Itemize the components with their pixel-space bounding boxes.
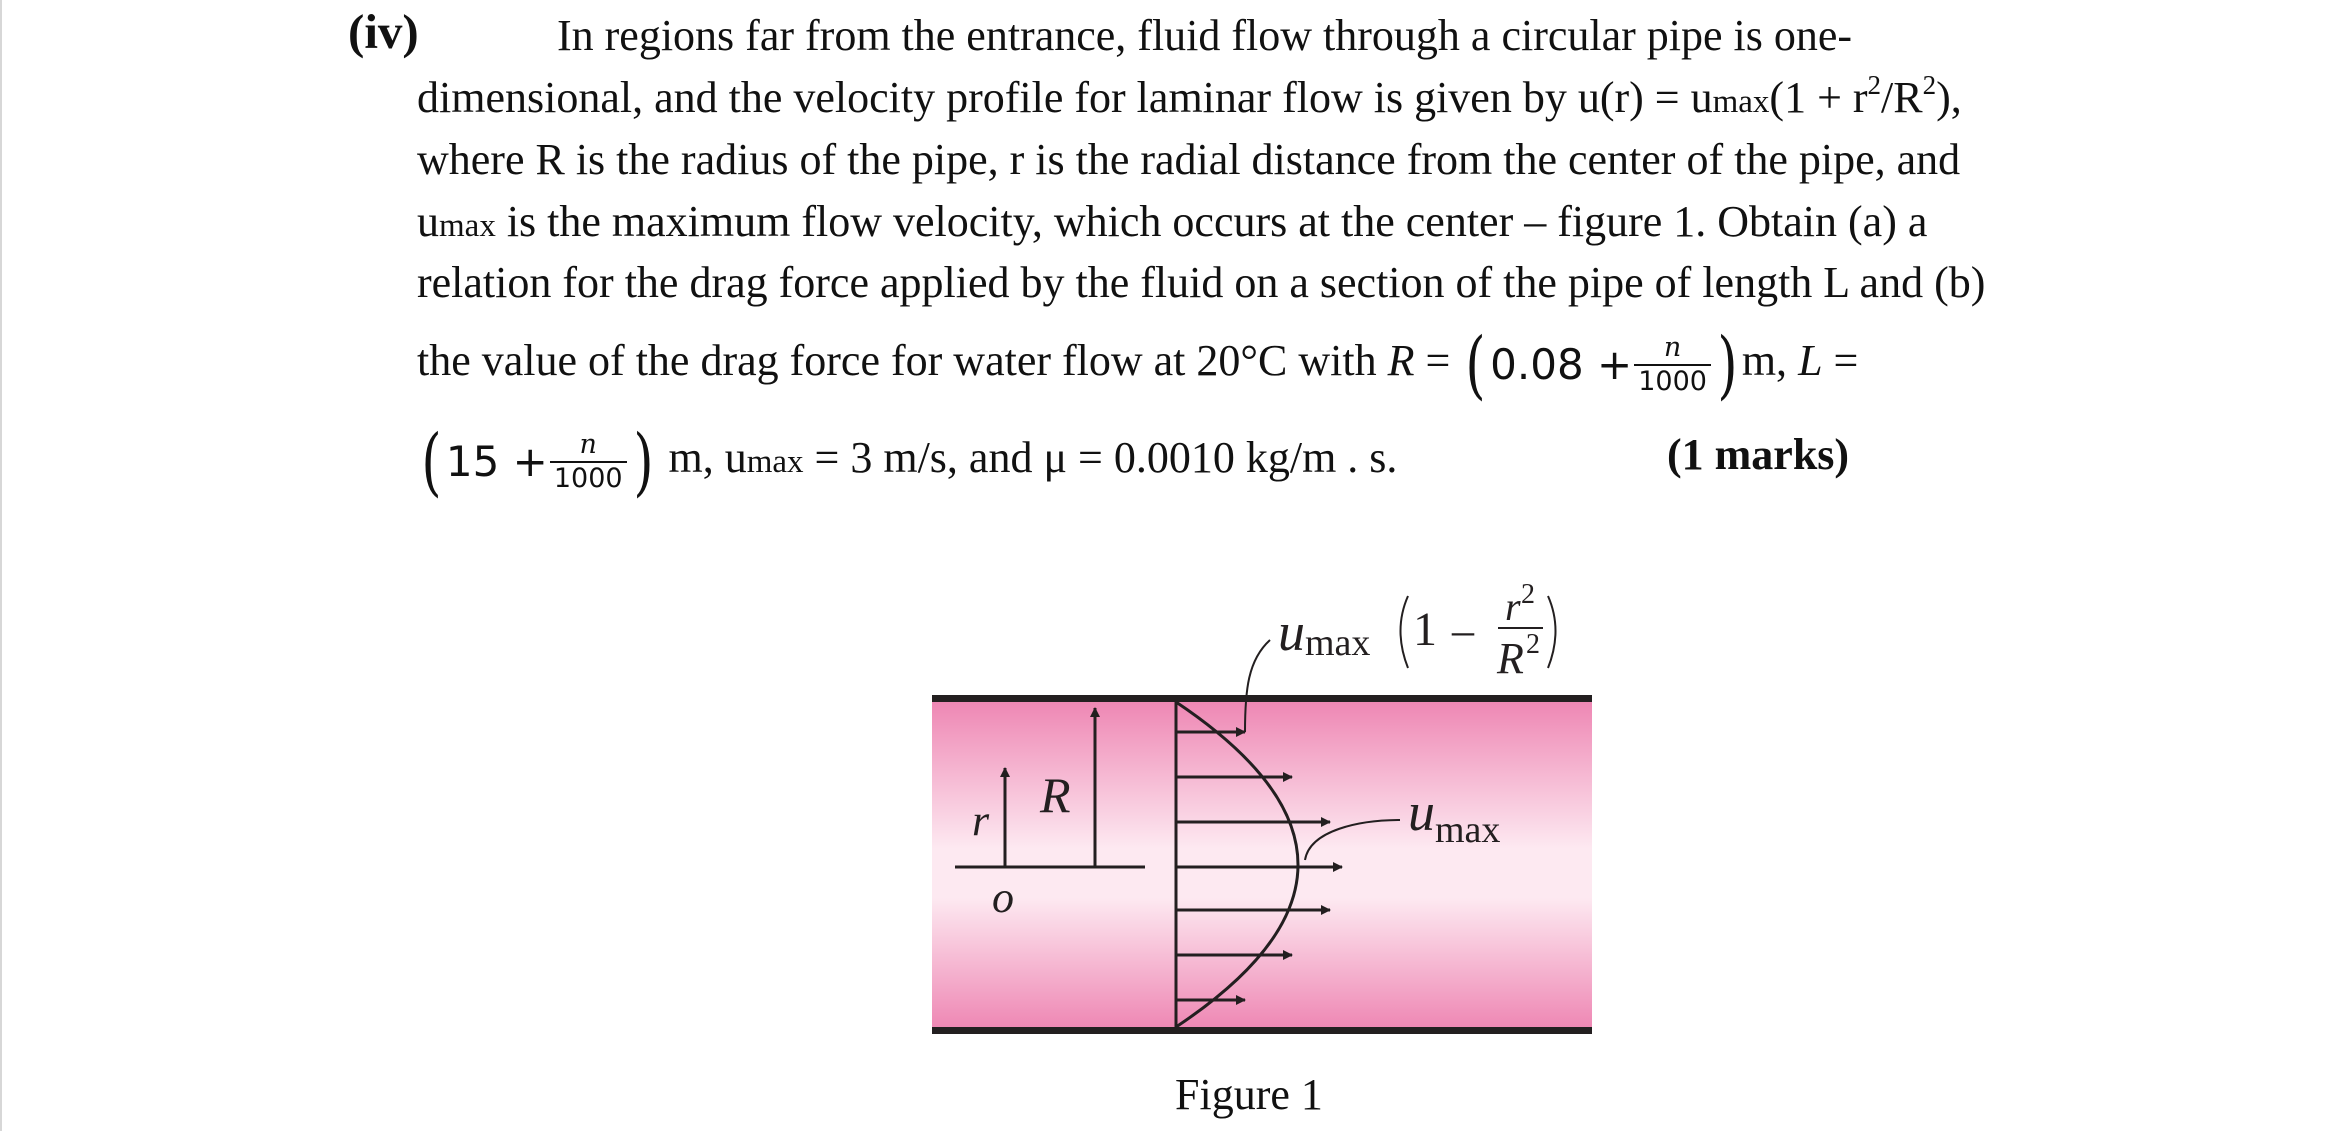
label-minus: –: [1452, 606, 1474, 655]
pipe-interior: [932, 700, 1592, 1030]
marks-label: (1 marks): [1667, 430, 1850, 479]
label-umax-top-sub: max: [1305, 622, 1371, 664]
text-segment: is the maximum flow velocity, which occurs at the center – figure 1. Obtain (a) a: [495, 197, 1928, 246]
pipe-bottom-wall: [932, 1027, 1592, 1034]
label-umax-top-u: u: [1278, 602, 1305, 662]
label-r2-exp: 2: [1521, 579, 1535, 610]
text-segment: u: [417, 197, 439, 246]
equals: =: [1414, 336, 1462, 386]
label-one: 1: [1413, 603, 1437, 656]
label-umax-mid-u: u: [1408, 782, 1435, 842]
pipe-top-wall: [932, 695, 1592, 702]
left-paren: (: [421, 419, 442, 505]
text-segment: =: [1822, 336, 1859, 386]
question-line-1: In regions far from the entrance, fluid flow through a circular pipe is one-: [557, 11, 1853, 60]
subscript-max: max: [1712, 84, 1770, 120]
text-segment: ),: [1936, 73, 1962, 122]
right-bracket: [1548, 596, 1556, 668]
question-line-5: relation for the drag force applied by the fluid on a section of the pipe of length L and (b): [417, 258, 1986, 307]
fraction-denominator: 1000: [550, 461, 627, 495]
subscript-max: max: [439, 208, 496, 244]
right-paren: ): [1717, 322, 1738, 408]
fraction-numerator: n: [579, 429, 597, 460]
label-R2: R: [1497, 634, 1524, 683]
label-R2-exp: 2: [1526, 629, 1540, 660]
text-segment: m,: [1741, 336, 1799, 386]
text-segment: dimensional, and the velocity profile for laminar flow is given by u(r) = u: [417, 73, 1713, 122]
text-segment: = 3 m/s, and μ = 0.0010 kg/m . s.: [803, 433, 1398, 483]
subscript-max: max: [746, 444, 804, 481]
label-R: R: [1040, 767, 1071, 823]
right-paren: ): [632, 419, 654, 505]
radius-base: 0.08 +: [1490, 340, 1633, 389]
question-number: (iv): [348, 4, 419, 59]
figure-caption: Figure 1: [1175, 1070, 1323, 1119]
text-segment: /R: [1881, 73, 1923, 122]
label-umax-mid-sub: max: [1435, 809, 1501, 851]
left-bracket: [1401, 596, 1409, 668]
length-symbol: L: [1798, 336, 1823, 386]
fraction-denominator: 1000: [1634, 364, 1711, 398]
text-segment: the value of the drag force for water flow at 20°C with: [417, 336, 1388, 386]
superscript: 2: [1922, 70, 1937, 100]
text-segment: m, u: [657, 433, 747, 483]
length-base: 15 +: [445, 437, 548, 486]
label-origin: o: [992, 873, 1014, 922]
label-r2: r: [1505, 584, 1521, 629]
left-paren: (: [1465, 322, 1486, 408]
fraction-numerator: n: [1663, 332, 1682, 363]
question-line-3: where R is the radius of the pipe, r is the radial distance from the center of the pipe, and: [417, 135, 1961, 184]
label-r: r: [972, 796, 990, 845]
radius-symbol: R: [1387, 336, 1415, 386]
text-segment: (1 + r: [1769, 73, 1868, 122]
superscript: 2: [1867, 70, 1882, 100]
